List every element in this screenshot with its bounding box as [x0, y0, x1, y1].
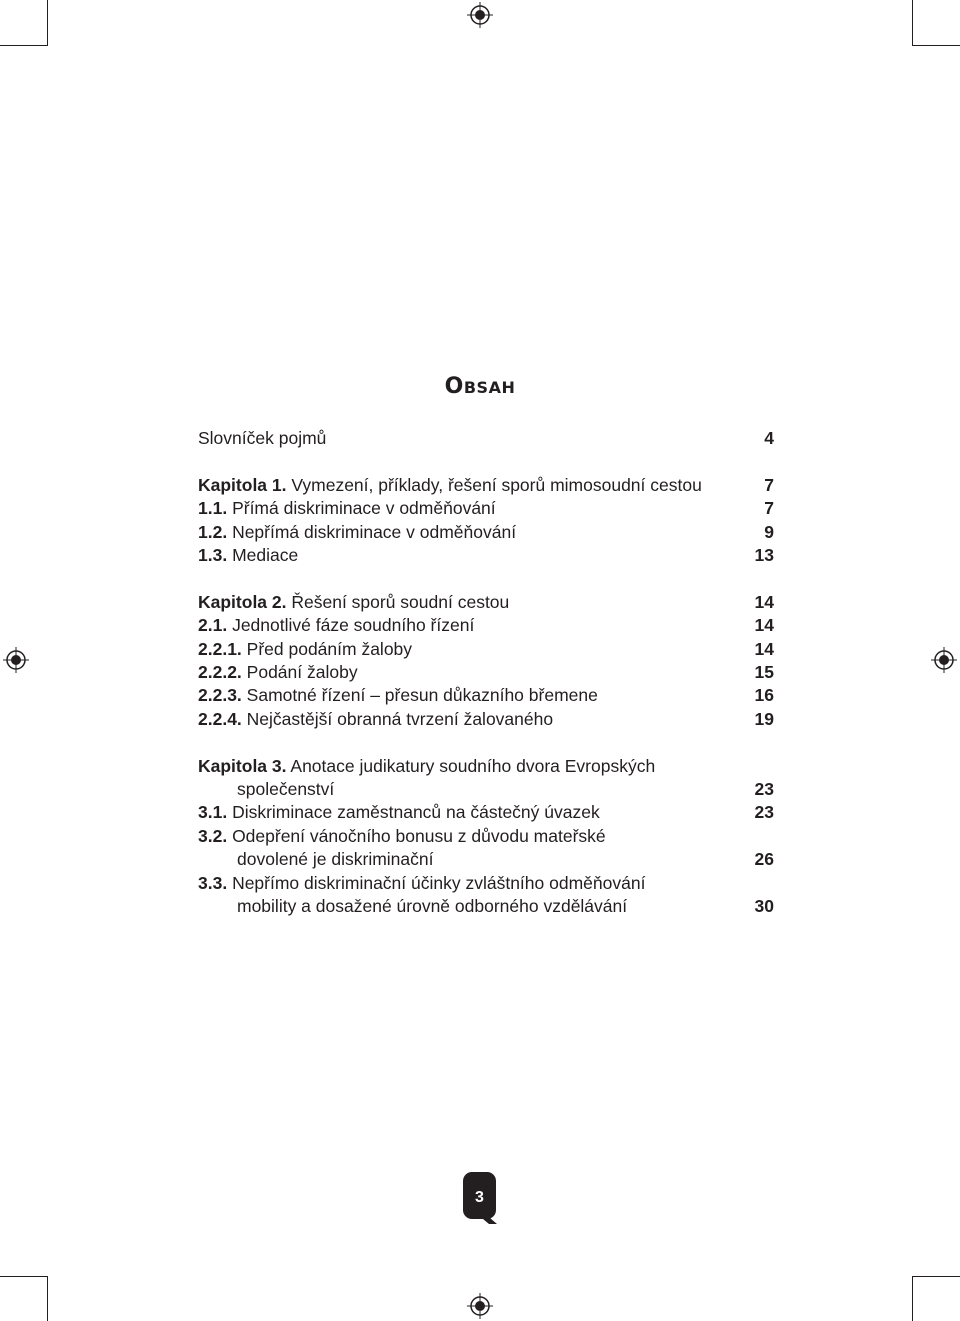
crop-mark: [0, 1276, 48, 1277]
toc-entry-continued[interactable]: dovolené je diskriminační 26: [198, 848, 774, 871]
page-ref: 14: [754, 638, 774, 659]
toc-entry[interactable]: 1.2. Nepřímá diskriminace v odměňování 9: [198, 521, 774, 544]
toc-entry[interactable]: Slovníček pojmů 4: [198, 427, 774, 450]
toc-entry-continued[interactable]: mobility a dosažené úrovně odborného vzdělávání 30: [198, 895, 774, 918]
toc-entry[interactable]: 3.1. Diskriminace zaměstnanců na částečný úvazek 23: [198, 801, 774, 824]
toc-entry[interactable]: 2.1. Jednotlivé fáze soudního řízení 14: [198, 614, 774, 637]
registration-mark-icon: [467, 2, 493, 28]
page-number-badge: [463, 1172, 497, 1224]
registration-mark-icon: [931, 647, 957, 673]
toc-entry[interactable]: 1.3. Mediace 13: [198, 544, 774, 567]
crop-mark: [912, 1276, 960, 1277]
page-title: OBSAH: [444, 374, 516, 399]
crop-mark: [0, 45, 48, 46]
page-ref: 13: [754, 545, 774, 566]
toc-entry[interactable]: 3.3. Nepřímo diskriminační účinky zvláštního odměňování: [198, 872, 646, 893]
toc-entry[interactable]: 2.2.3. Samotné řízení – přesun důkazního břemene 16: [198, 684, 774, 707]
page-ref: 14: [754, 615, 774, 636]
page-ref: 14: [754, 591, 774, 612]
page-ref: 9: [764, 521, 774, 542]
toc-entry[interactable]: 2.2.2. Podání žaloby 15: [198, 661, 774, 684]
page-ref: 7: [764, 474, 774, 495]
toc-entry[interactable]: 3.2. Odepření vánočního bonusu z důvodu mateřské: [198, 825, 606, 846]
crop-mark: [47, 1276, 48, 1321]
page-number: 3: [475, 1189, 484, 1206]
page-ref: 15: [754, 662, 774, 683]
toc-chapter-continued[interactable]: společenství 23: [198, 778, 774, 801]
crop-mark: [912, 0, 913, 46]
page-ref: 26: [754, 849, 774, 870]
toc-chapter[interactable]: Kapitola 2. Řešení sporů soudní cestou 14: [198, 591, 774, 614]
toc-entry[interactable]: 1.1. Přímá diskriminace v odměňování 7: [198, 497, 774, 520]
crop-mark: [912, 45, 960, 46]
registration-mark-icon: [467, 1293, 493, 1319]
registration-mark-icon: [3, 647, 29, 673]
toc-chapter[interactable]: Kapitola 1. Vymezení, příklady, řešení sporů mimosoudní cestou 7: [198, 474, 774, 497]
page-ref: 30: [754, 896, 774, 917]
table-of-contents: [198, 427, 774, 918]
crop-mark: [912, 1276, 913, 1321]
page-ref: 19: [754, 708, 774, 729]
page-ref: 16: [754, 685, 774, 706]
page-ref: 7: [764, 498, 774, 519]
page-ref: 23: [754, 779, 774, 800]
page-ref: 4: [764, 428, 774, 448]
toc-entry[interactable]: 2.2.4. Nejčastější obranná tvrzení žalovaného 19: [198, 708, 774, 731]
page-ref: 23: [754, 802, 774, 823]
crop-mark: [47, 0, 48, 46]
toc-chapter[interactable]: Kapitola 3. Anotace judikatury soudního dvora Evropských: [198, 755, 656, 776]
toc-entry[interactable]: 2.2.1. Před podáním žaloby 14: [198, 638, 774, 661]
